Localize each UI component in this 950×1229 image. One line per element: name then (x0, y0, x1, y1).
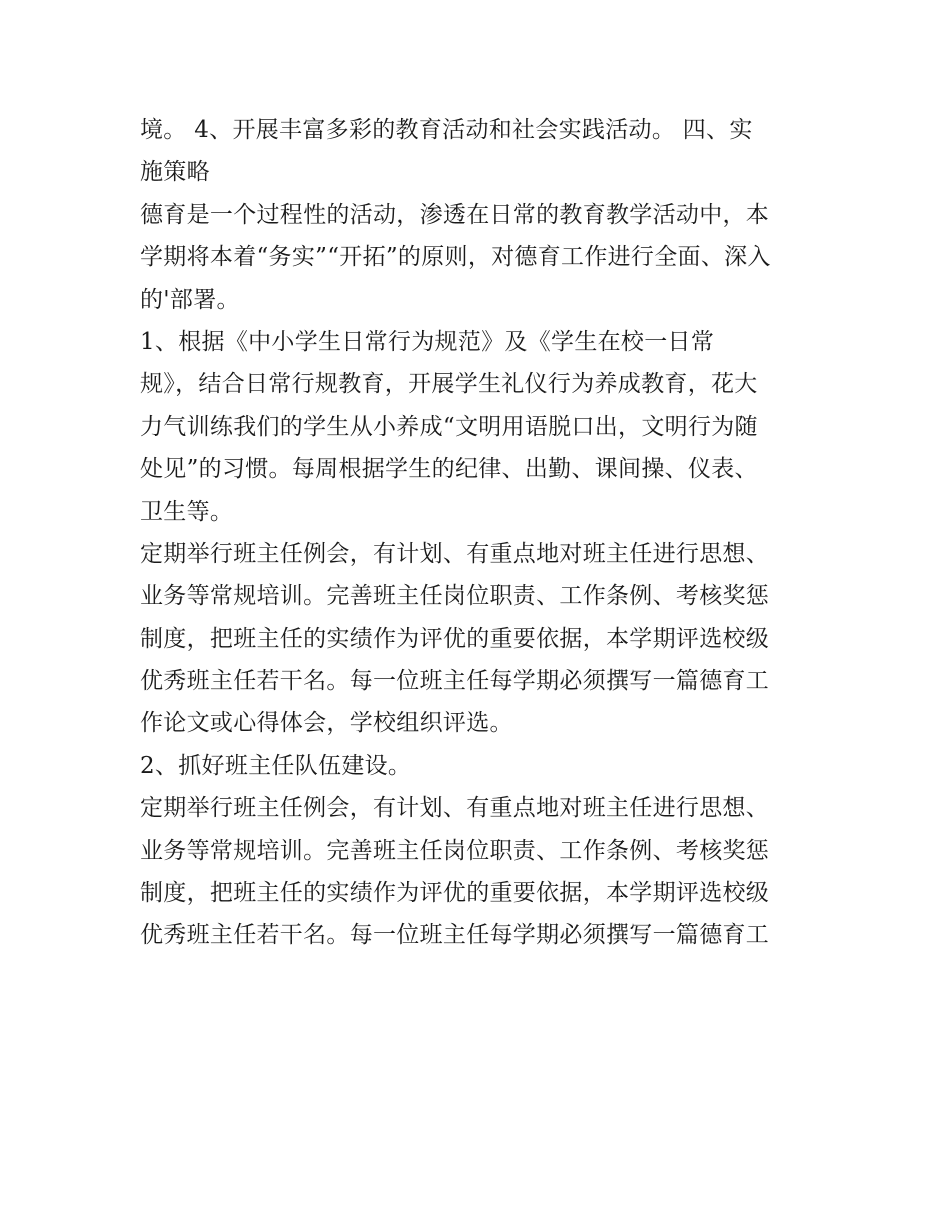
text-line: 境。 4、开展丰富多彩的教育活动和社会实践活动。 四、实 (140, 117, 753, 143)
document-body (140, 109, 820, 957)
text-line: 的'部署。 (140, 286, 240, 313)
text-line: 1、根据《中小学生日常行为规范》及《学生在校一日常 (140, 328, 715, 355)
text-line: 2、抓好班主任队伍建设。 (140, 752, 412, 779)
text-line: 制度，把班主任的实绩作为评优的重要依据，本学期评选校级 (140, 625, 770, 652)
text-line: 施策略 (140, 159, 210, 186)
text-line: 学期将本着“务实”“开拓”的原则，对德育工作进行全面、深入 (140, 244, 771, 271)
text-line: 处见”的习惯。每周根据学生的纪律、出勤、课间操、仪表、 (140, 456, 758, 483)
text-line: 优秀班主任若干名。每一位班主任每学期必须撰写一篇德育工 (140, 922, 770, 949)
text-line: 力气训练我们的学生从小养成“文明用语脱口出，文明行为随 (140, 413, 758, 440)
text-line: 卫生等。 (140, 498, 234, 525)
text-line: 定期举行班主任例会，有计划、有重点地对班主任进行思想、 (140, 795, 770, 822)
text-line: 业务等常规培训。完善班主任岗位职责、工作条例、考核奖惩 (140, 837, 770, 864)
text-line: 德育是一个过程性的活动，渗透在日常的教育教学活动中，本 (140, 201, 770, 228)
text-line: 定期举行班主任例会，有计划、有重点地对班主任进行思想、 (140, 540, 770, 567)
text-line: 制度，把班主任的实绩作为评优的重要依据，本学期评选校级 (140, 880, 770, 907)
text-line: 规》，结合日常行规教育，开展学生礼仪行为养成教育，花大 (140, 371, 758, 398)
text-line: 作论文或心得体会，学校组织评选。 (140, 710, 513, 737)
text-line: 业务等常规培训。完善班主任岗位职责、工作条例、考核奖惩 (140, 583, 770, 610)
text-line: 优秀班主任若干名。每一位班主任每学期必须撰写一篇德育工 (140, 668, 770, 695)
